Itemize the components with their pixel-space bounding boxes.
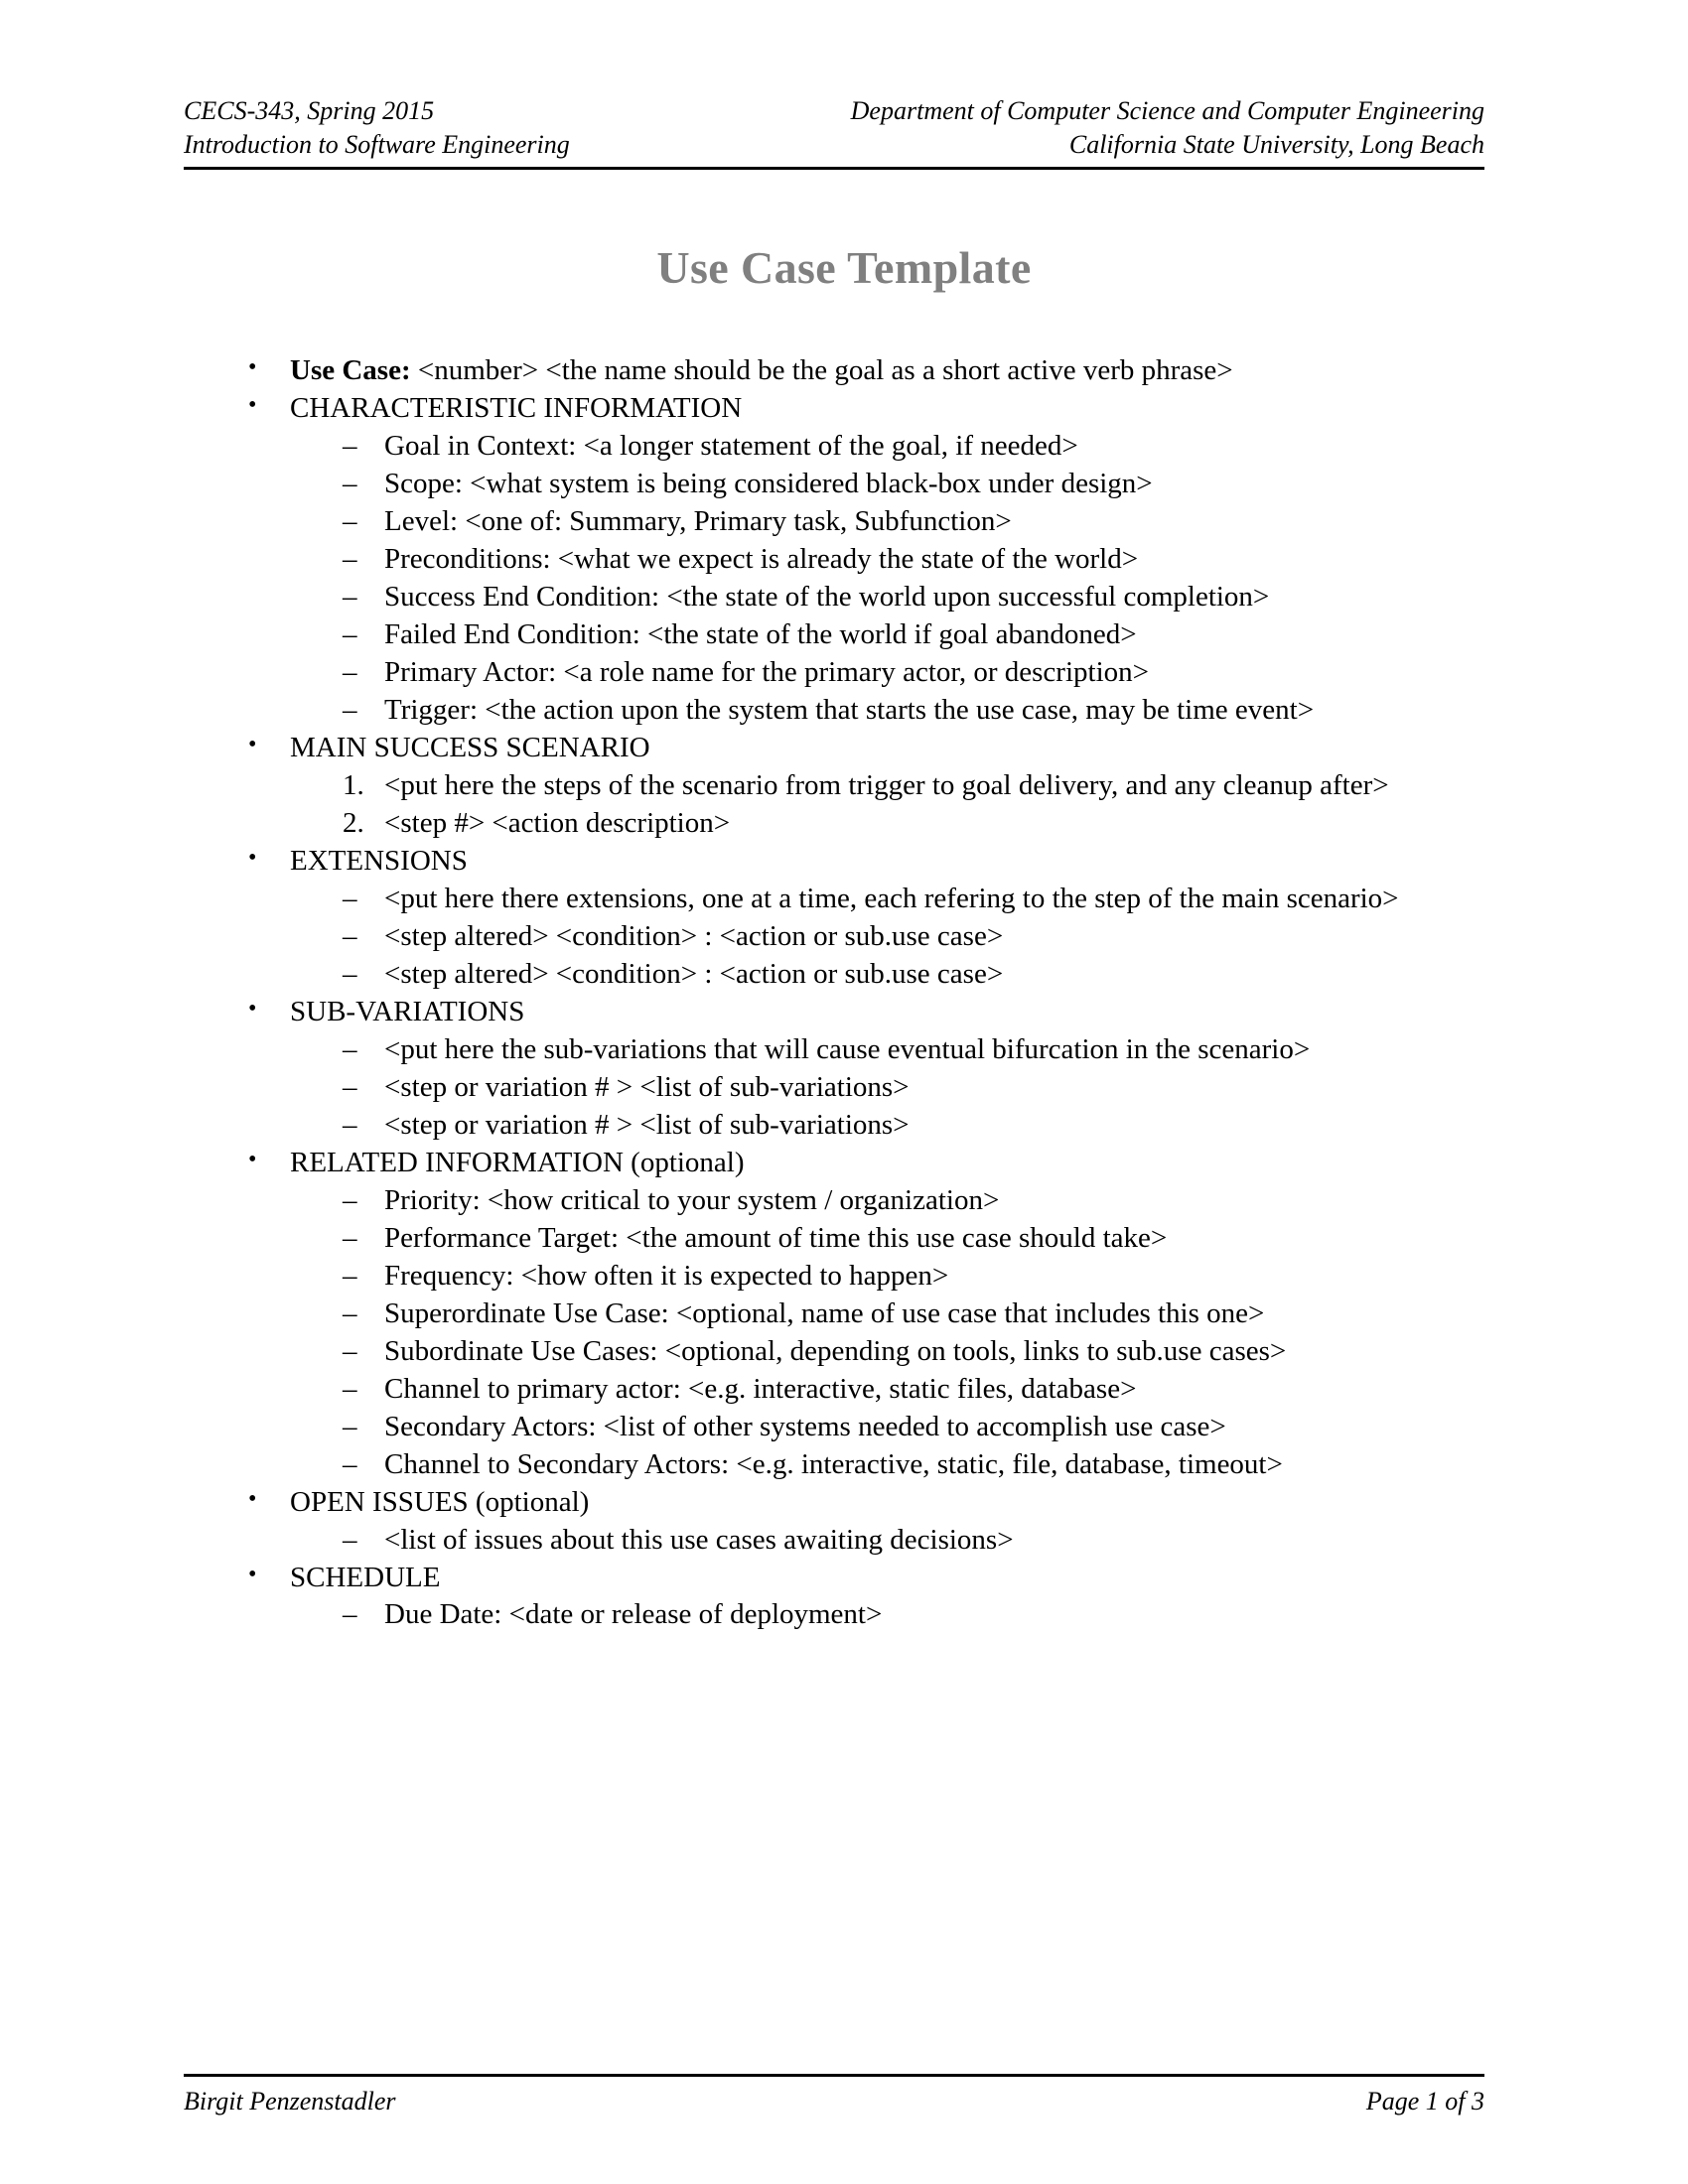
outline-item (343, 692, 1507, 730)
footer-rule (184, 2074, 1484, 2077)
bullet-marker: • (248, 1146, 257, 1172)
bullet-marker: • (248, 391, 257, 418)
footer-author: Birgit Penzenstadler (184, 2087, 396, 2116)
outline-item-text: SUB-VARIATIONS (290, 995, 525, 1027)
outline-item (343, 1446, 1507, 1484)
outline-item-text: Secondary Actors: <list of other systems needed to accomplish use case> (384, 1410, 1226, 1442)
outline-item (343, 428, 1507, 466)
dash-marker: – (343, 504, 357, 537)
outline-item (343, 1296, 1507, 1333)
outline-item (343, 1596, 1507, 1634)
outline-item (343, 1522, 1507, 1560)
outline-item-text: Subordinate Use Cases: <optional, depending on tools, links to sub.use cases> (384, 1334, 1287, 1367)
header-line-2 (184, 128, 1484, 162)
outline-item (246, 1145, 1507, 1182)
dash-marker: – (343, 1183, 357, 1216)
dash-marker: – (343, 1447, 357, 1480)
dash-marker: – (343, 1221, 357, 1254)
outline-item-text: Frequency: <how often it is expected to happen> (384, 1259, 949, 1292)
header-university: California State University, Long Beach (1068, 130, 1484, 160)
dash-marker: – (343, 617, 357, 650)
page-footer (184, 2074, 1484, 2116)
dash-marker: – (343, 429, 357, 462)
use-case-outline (246, 352, 1507, 1634)
outline-item (246, 352, 1507, 390)
dash-marker: – (343, 1297, 357, 1329)
outline-item-body: <number> <the name should be the goal as a short active verb phrase> (410, 354, 1233, 386)
dash-marker: – (343, 655, 357, 688)
dash-marker: – (343, 1070, 357, 1103)
outline-item-text: Superordinate Use Case: <optional, name of use case that includes this one> (384, 1297, 1265, 1329)
dash-marker: – (343, 1259, 357, 1292)
outline-item-text: <put here there extensions, one at a time, each refering to the step of the main scenario> (384, 882, 1399, 914)
dash-marker: – (343, 1410, 357, 1442)
outline-item-text: EXTENSIONS (290, 844, 468, 877)
outline-item-text: <step altered> <condition> : <action or sub.use case> (384, 957, 1004, 990)
outline-item-text: Due Date: <date or release of deployment> (384, 1598, 883, 1631)
outline-item-text: <step or variation # > <list of sub-variations> (384, 1108, 910, 1141)
outline-item-text (290, 352, 1507, 390)
page-header (184, 94, 1484, 170)
outline-item-text: Success End Condition: <the state of the world upon successful completion> (384, 580, 1270, 613)
outline-item-label: Use Case: (290, 354, 411, 386)
outline-item (343, 654, 1507, 692)
outline-item (343, 503, 1507, 541)
outline-item-text: OPEN ISSUES (optional) (290, 1485, 590, 1518)
outline-item-text: RELATED INFORMATION (optional) (290, 1146, 745, 1178)
outline-item-text: <step altered> <condition> : <action or sub.use case> (384, 919, 1004, 952)
number-marker: 2. (343, 806, 364, 839)
outline-item (343, 1220, 1507, 1258)
dash-marker: – (343, 1032, 357, 1065)
header-department: Department of Computer Science and Computer Engineering (850, 96, 1484, 125)
outline-item-text: Primary Actor: <a role name for the primary actor, or description> (384, 655, 1149, 688)
outline-item (343, 1333, 1507, 1371)
outline-item-text: MAIN SUCCESS SCENARIO (290, 731, 650, 763)
outline-item-text: Performance Target: <the amount of time this use case should take> (384, 1221, 1168, 1254)
number-marker: 1. (343, 768, 364, 801)
dash-marker: – (343, 957, 357, 990)
outline-item-text: Failed End Condition: <the state of the world if goal abandoned> (384, 617, 1137, 650)
outline-item (246, 1484, 1507, 1522)
dash-marker: – (343, 542, 357, 575)
outline-item (343, 1107, 1507, 1145)
bullet-marker: • (248, 731, 257, 757)
dash-marker: – (343, 882, 357, 914)
outline-item (246, 994, 1507, 1031)
outline-item-text: Goal in Context: <a longer statement of the goal, if needed> (384, 429, 1078, 462)
outline-item (246, 730, 1507, 767)
outline-item (246, 1560, 1507, 1597)
dash-marker: – (343, 467, 357, 499)
outline-item-text: Channel to Secondary Actors: <e.g. interactive, static, file, database, timeout> (384, 1447, 1283, 1480)
footer-page-number: Page 1 of 3 (1365, 2087, 1484, 2116)
outline-item (343, 956, 1507, 994)
dash-marker: – (343, 1108, 357, 1141)
outline-item (343, 881, 1507, 918)
outline-item (246, 390, 1507, 428)
outline-item-text: SCHEDULE (290, 1561, 441, 1593)
page-title: Use Case Template (656, 242, 1032, 293)
dash-marker: – (343, 1523, 357, 1556)
outline-item-text: Priority: <how critical to your system / organization> (384, 1183, 1000, 1216)
outline-item-text: <put here the steps of the scenario from trigger to goal delivery, and any cleanup after> (384, 768, 1389, 801)
outline-item-text: <step #> <action description> (384, 806, 731, 839)
header-line-1 (184, 94, 1484, 128)
header-course-title: Introduction to Software Engineering (184, 130, 570, 160)
outline-item (343, 1258, 1507, 1296)
bullet-marker: • (248, 354, 257, 380)
dash-marker: – (343, 919, 357, 952)
outline-item (343, 918, 1507, 956)
outline-item-text: CHARACTERISTIC INFORMATION (290, 391, 743, 424)
outline-item-text: Scope: <what system is being considered black-box under design> (384, 467, 1153, 499)
dash-marker: – (343, 1372, 357, 1405)
header-course-code: CECS-343, Spring 2015 (184, 96, 435, 125)
outline-item (343, 1371, 1507, 1409)
outline-item (246, 843, 1507, 881)
outline-item-text: Channel to primary actor: <e.g. interactive, static files, database> (384, 1372, 1137, 1405)
outline-item (343, 805, 1507, 843)
outline-item-text: Preconditions: <what we expect is already the state of the world> (384, 542, 1139, 575)
bullet-marker: • (248, 1561, 257, 1587)
outline-item (343, 1069, 1507, 1107)
header-rule (184, 167, 1484, 170)
outline-item (343, 579, 1507, 616)
outline-item (343, 1409, 1507, 1446)
outline-item (343, 1031, 1507, 1069)
outline-item (343, 767, 1507, 805)
outline-item (343, 466, 1507, 503)
outline-item (343, 616, 1507, 654)
bullet-marker: • (248, 844, 257, 871)
dash-marker: – (343, 693, 357, 726)
outline-item-text: <list of issues about this use cases awaiting decisions> (384, 1523, 1014, 1556)
outline-item-text: <put here the sub-variations that will cause eventual bifurcation in the scenario> (384, 1032, 1311, 1065)
bullet-marker: • (248, 995, 257, 1022)
footer-row (184, 2087, 1484, 2116)
outline-item-text: Level: <one of: Summary, Primary task, Subfunction> (384, 504, 1012, 537)
outline-item (343, 541, 1507, 579)
outline-item-text: Trigger: <the action upon the system that starts the use case, may be time event> (384, 693, 1315, 726)
dash-marker: – (343, 580, 357, 613)
dash-marker: – (343, 1334, 357, 1367)
dash-marker: – (343, 1598, 357, 1631)
outline-item (343, 1182, 1507, 1220)
bullet-marker: • (248, 1485, 257, 1512)
outline-item-text: <step or variation # > <list of sub-variations> (384, 1070, 910, 1103)
